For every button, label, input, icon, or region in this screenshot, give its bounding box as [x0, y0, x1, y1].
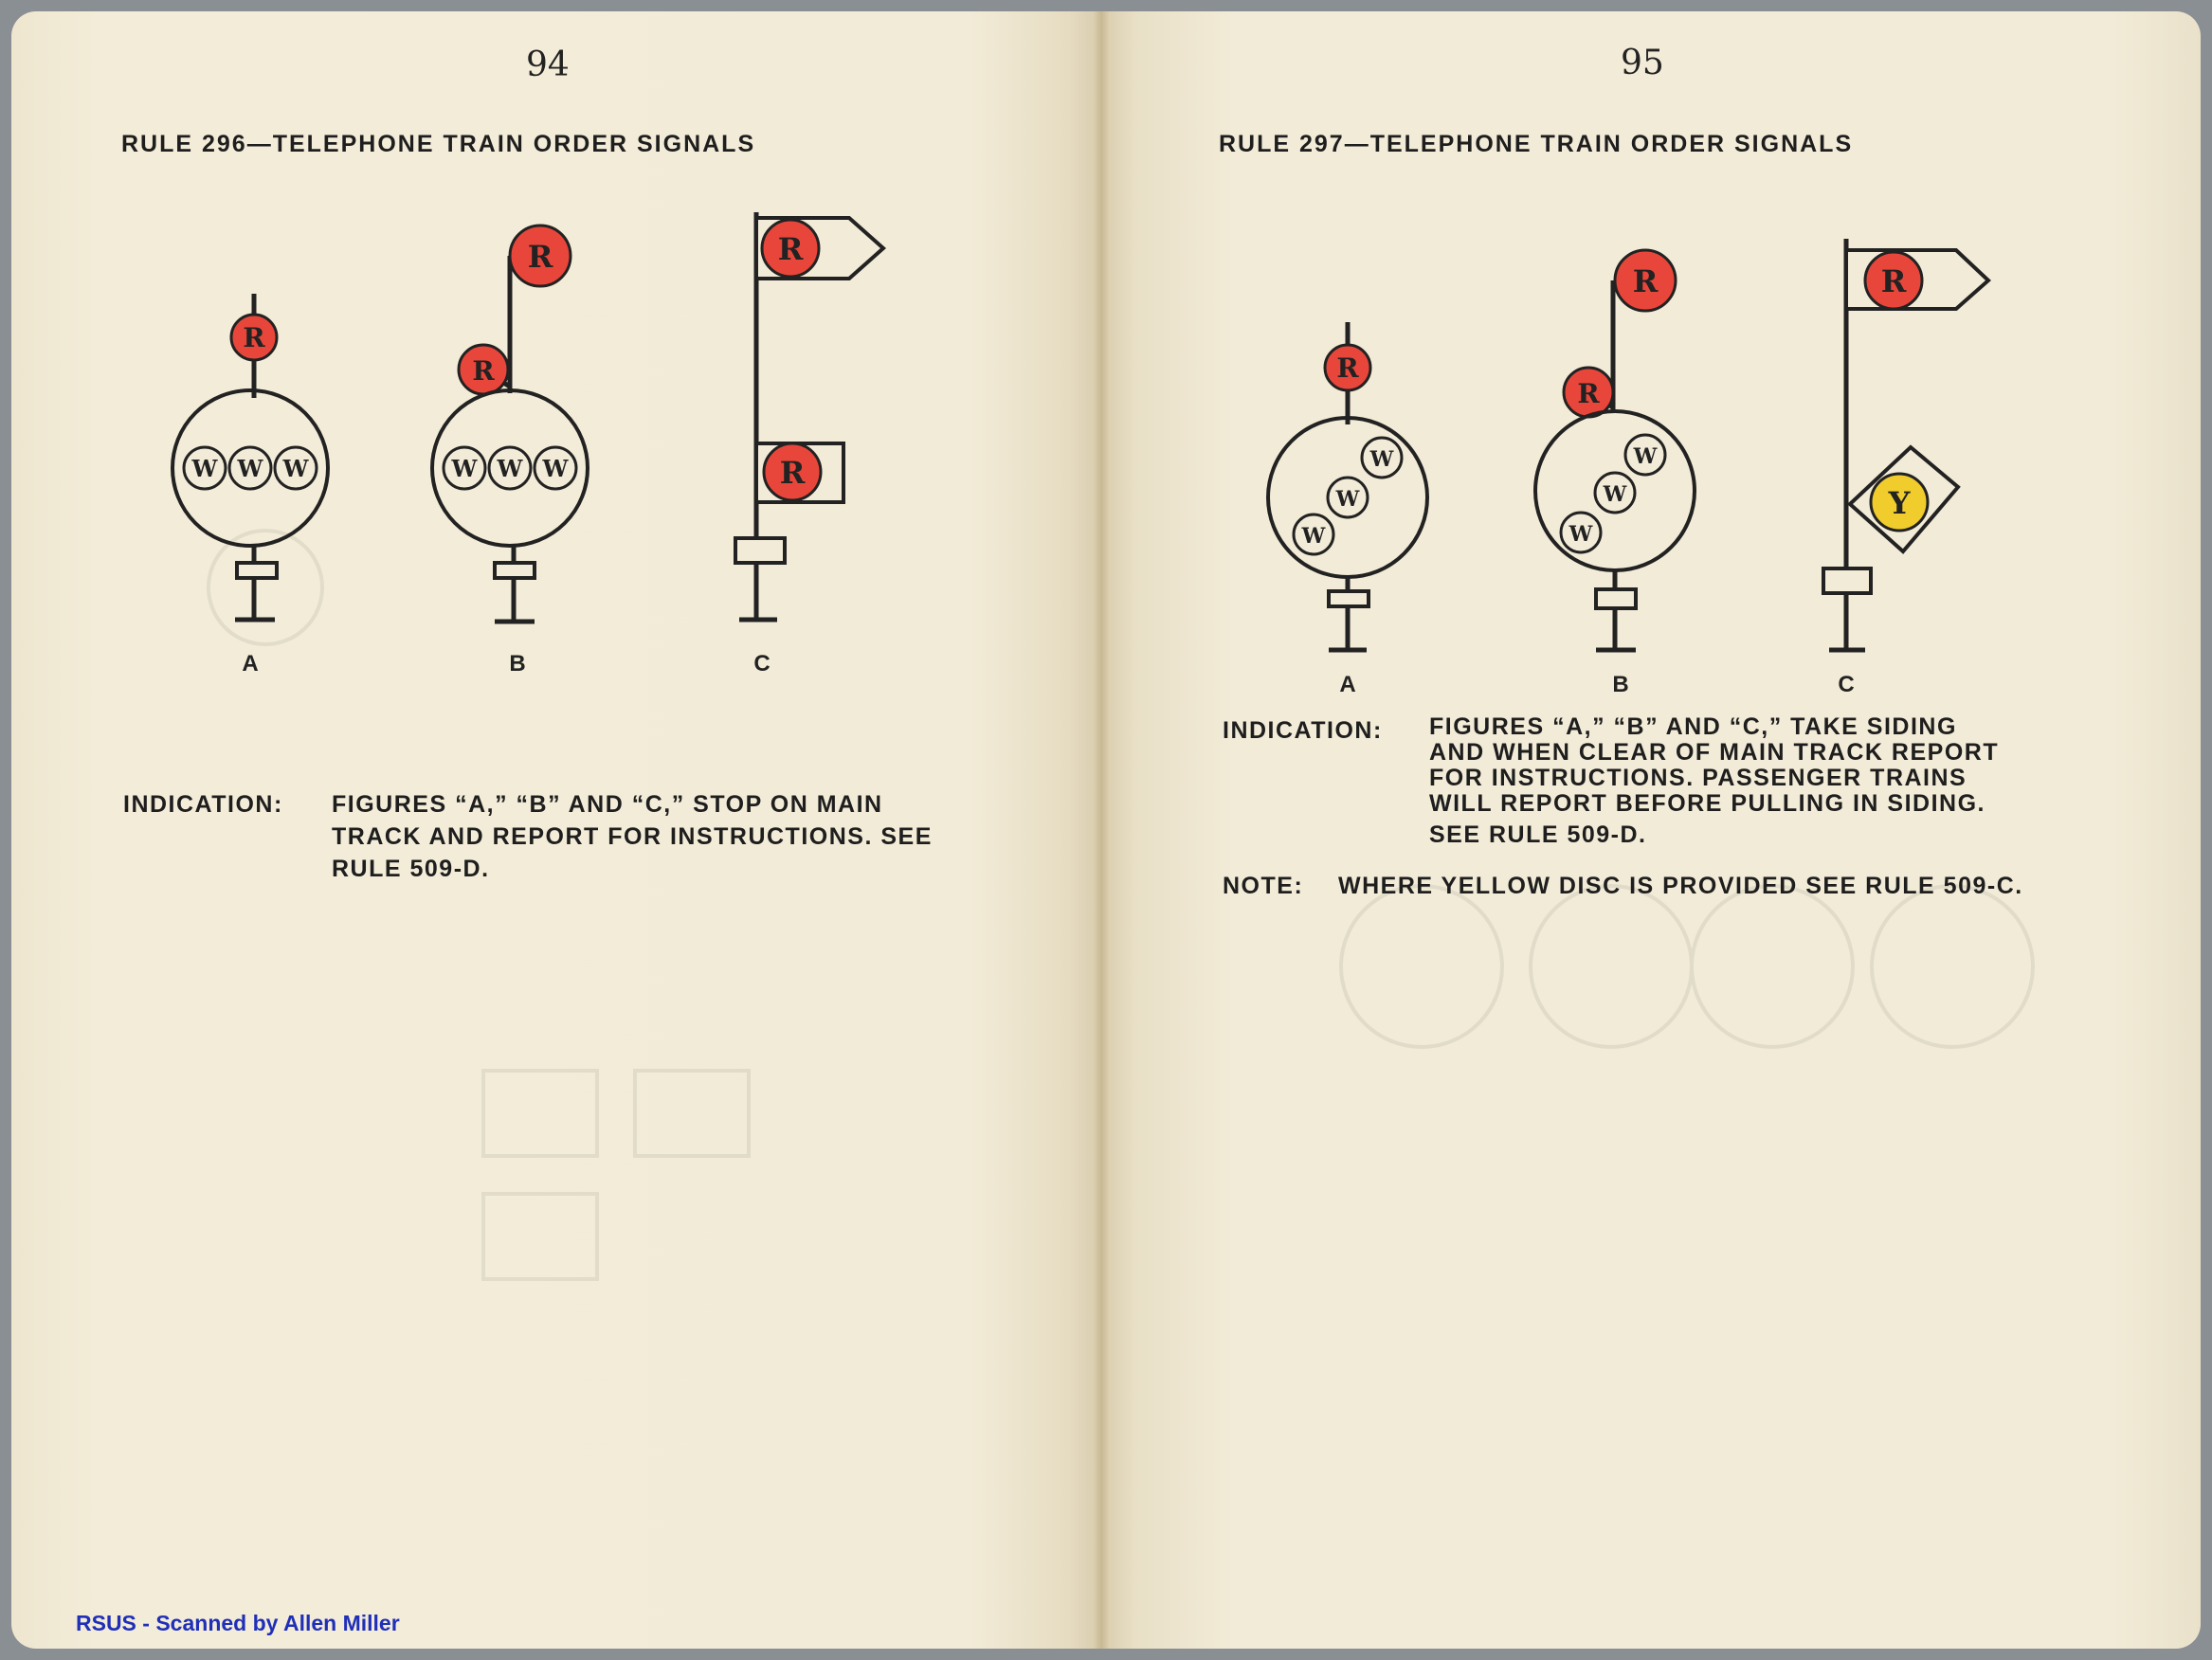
- indication-line: AND WHEN CLEAR OF MAIN TRACK REPORT: [1429, 739, 2000, 766]
- rule-296-heading: RULE 296—TELEPHONE TRAIN ORDER SIGNALS: [121, 131, 756, 157]
- note-label: NOTE:: [1223, 873, 1304, 899]
- svg-text:W: W: [1633, 444, 1658, 469]
- figure-a-label: A: [242, 651, 259, 677]
- svg-text:R: R: [777, 231, 804, 267]
- rule-297-note: [1223, 870, 2076, 908]
- figure-a-signal: [1268, 322, 1427, 650]
- indication-line: FIGURES “A,” “B” AND “C,” STOP ON MAIN: [332, 791, 883, 818]
- svg-text:R: R: [1632, 263, 1659, 299]
- svg-text:R: R: [1336, 352, 1359, 384]
- figure-a-label: A: [1339, 672, 1356, 697]
- svg-text:R: R: [779, 455, 806, 491]
- svg-text:W: W: [237, 455, 263, 482]
- svg-text:W: W: [1335, 487, 1360, 512]
- scan-credit: RSUS - Scanned by Allen Miller: [76, 1611, 400, 1635]
- indication-line: SEE RULE 509-D.: [1429, 821, 1647, 848]
- svg-text:W: W: [1369, 447, 1394, 472]
- svg-text:R: R: [1577, 378, 1600, 409]
- page-number-right: 95: [1621, 44, 1664, 82]
- svg-text:R: R: [472, 355, 495, 387]
- svg-text:W: W: [1301, 524, 1326, 549]
- svg-text:R: R: [243, 322, 265, 353]
- svg-text:W: W: [191, 455, 218, 482]
- indication-line: WILL REPORT BEFORE PULLING IN SIDING.: [1429, 790, 1985, 817]
- svg-text:W: W: [282, 455, 309, 482]
- indication-label: INDICATION:: [1223, 717, 1383, 744]
- svg-text:W: W: [497, 455, 523, 482]
- figure-c-label: C: [1838, 672, 1855, 697]
- rule-297-heading: RULE 297—TELEPHONE TRAIN ORDER SIGNALS: [1219, 131, 1854, 157]
- indication-line: FOR INSTRUCTIONS. PASSENGER TRAINS: [1429, 765, 1967, 791]
- svg-text:W: W: [1603, 482, 1627, 507]
- svg-text:W: W: [451, 455, 478, 482]
- figure-c-label: C: [753, 651, 771, 677]
- indication-line: TRACK AND REPORT FOR INSTRUCTIONS. SEE: [332, 823, 933, 850]
- svg-text:W: W: [1568, 522, 1593, 547]
- rule-297-indication: [1223, 714, 2076, 857]
- figure-b-label: B: [509, 651, 526, 677]
- indication-line: FIGURES “A,” “B” AND “C,” TAKE SIDING: [1429, 713, 1957, 740]
- svg-text:R: R: [1880, 263, 1907, 299]
- indication-line: RULE 509-D.: [332, 856, 490, 882]
- figure-b-signal: [1535, 250, 1695, 650]
- indication-label: INDICATION:: [123, 791, 283, 818]
- figure-b-label: B: [1612, 672, 1629, 697]
- svg-text:R: R: [527, 239, 553, 275]
- svg-text:Y: Y: [1888, 485, 1911, 521]
- figure-c-signal: [1823, 239, 1988, 650]
- page-number-left: 94: [526, 45, 570, 84]
- svg-text:W: W: [542, 455, 569, 482]
- note-text: WHERE YELLOW DISC IS PROVIDED SEE RULE 509-C.: [1338, 873, 2023, 899]
